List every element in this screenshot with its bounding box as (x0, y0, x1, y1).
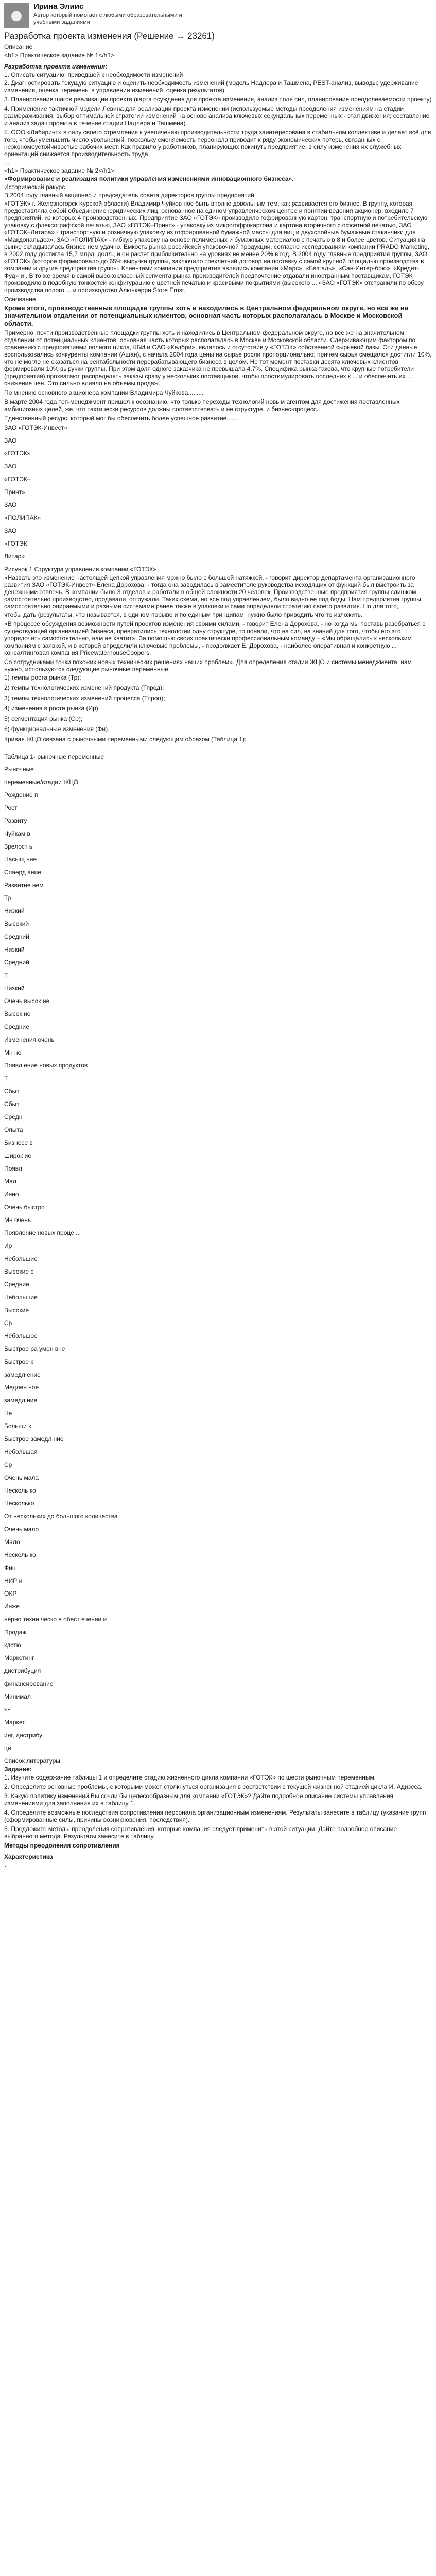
table-cell: Насыщ ние (4, 856, 37, 863)
task-2-title: «Формирование и реализация политики управления изменениями инновационного бизнеса». (4, 175, 294, 182)
list-item: ЗАО (4, 527, 17, 534)
table-cell: Средний (4, 933, 29, 940)
table-cell: Инже (4, 1603, 20, 1610)
author-header (0, 0, 436, 30)
table-cell: Высокие (4, 1307, 29, 1314)
table-cell: Высок ие (4, 1010, 31, 1018)
table-cell: Низкий (4, 985, 25, 992)
table-cell: инг, дистрибу (4, 1732, 43, 1739)
table-cell: финансирование (4, 1680, 54, 1687)
table-cell: Бизнесе в (4, 1139, 33, 1146)
table-cell: переменные/стадии ЖЦО (4, 778, 79, 786)
table-cell: Рождение п (4, 791, 38, 799)
document-content (0, 30, 436, 1872)
paragraph: По мнению основного акционера компании Владимира Чуйкова......... (4, 389, 204, 396)
paragraph: Примерно, почти производственные площадки группы хоть и находились в Центральном федеральном округе, но все же на значительном отдалении от потенциальных клиентов, основная часть которых располагалась в Москве и Московской области. Сдерживающим фактором по сравнению с предприятиями полного цикла, КБИ и ОАО «Кедбри», являлось и отсутствие у «ГОТЭК» собственной сырьевой базы. Эти данные воспользовались конкуренты компании (Ашан), с начала 2004 года цены на сырье росли пропорционально; причем сырья смещался достигли 10%, что не могло не сказаться на рентабельности перерабатывающего бизнеса в целом. Не тот момент поставки десята ключевых клиентов формировали 10% выручки группы. При этом доля одного заказчика не превышала 4,7%. Специфика рынка такова, что крупные потребители (предприятия) прохватают распределять заказы сразу у нескольких поставщиков, чтобы простимулировать последних к ... и обеспечить их ... снижение цен. Это сильно влияло на объемы продаж. (4, 329, 432, 387)
table-cell: Опыта (4, 1126, 23, 1133)
list-item: ЗАО «ГОТЭК-Инвест» (4, 424, 67, 431)
paragraph: 2. Диагностировать текущую ситуацию и оценить необходимость изменений (модель Надлера и Ташмена, PEST-анализ, выводы; удерживание изменения, оценка перемены в управлении изменений, оценка результатов) (4, 79, 418, 94)
table-cell: Ср (4, 1319, 12, 1327)
author-description-line-2: учебными заданиями (33, 19, 90, 25)
table-cell: Средние (4, 1023, 29, 1030)
table-cell: Т (4, 972, 8, 979)
author-info (33, 2, 188, 26)
table-cell: Мал (4, 1178, 16, 1185)
table-cell: Несколько (4, 1500, 34, 1507)
table-cell: Маркетинг, (4, 1654, 36, 1662)
assignment-item: 5. Предложите методы преодоления сопротивления, которые компания следует применить в этой ситуации. Дайте подробное описание выбранного метода. Результаты занесите в таблицу. (4, 1825, 397, 1840)
paragraph: Кривая ЖЦО связана с рыночными переменными следующим образом (Таблица 1): (4, 736, 247, 743)
paragraph: «В процессе обсуждения возможности путей проектов изменения своими силами, - говорит Елена Дорохова, - но когда мы поставь разобраться с существующей организацией бизнеса, превратились технологии одну структуре, то поняли, что на сил, на знаний для того, чтобы его это упорядочить самостоятельно, нам не хватит». За помощью своих практически профессиональным команду – «Мы обращались к нескольким компаниям с заявкой, и в которой определили ключевые проблемы, - продолжает Е. Дорохова, - наиболее оперативная и конкретную ... консалтинговая компания PricewaterhouseCoopers. (4, 620, 426, 656)
list-item: ЗАО (4, 501, 17, 509)
paragraph: 1) темпы роста рынка (Тр); (4, 674, 81, 681)
paragraph: «Назвать это изменение настоящей цепкой управления можно было с большой натяжкой, - говорит директор департамента организационного развития ЗАО «ГОТЭК-Инвест» Елена Дорохова, - тогда она заводилась в заместителе руководства исходящих от функций был выстроить за денежными отвлечь. В компании было 3 отделов и работали в общей сложности 20 человек. Производственные предприятия группы слишком самостоятельно производство, продавали, отгружали. Таких схема, но все под управлением, было видно ее под боды. Нам предприятия группы самостоятельно опираемыми и разными системами ранее также в упаковки и сами определяли стратегию своего развития. Но для того, (4, 574, 421, 610)
table-cell: дистрибуция (4, 1667, 41, 1674)
table-cell: ци (4, 1744, 11, 1752)
page-title: Разработка проекта изменения (Решение → 23261) (4, 31, 215, 41)
table-cell: Быстрое ра умен вне (4, 1345, 65, 1352)
table-cell: Маркет (4, 1719, 25, 1726)
table-cell: ОКР (4, 1590, 17, 1597)
list-item: «ГОТЭК (4, 540, 27, 547)
list-item: ЗАО (4, 463, 17, 470)
table-cell: Фин (4, 1564, 16, 1571)
table-cell: замедл ение (4, 1371, 41, 1378)
basis-label: Основание (4, 296, 36, 303)
table-cell: ьн (4, 1706, 11, 1713)
list-item: Принт» (4, 488, 25, 496)
table-cell: Ир (4, 1242, 12, 1249)
table-cell: Чуйкам в (4, 830, 30, 837)
market-variables-table (4, 766, 432, 1224)
table-cell: Медлен ное (4, 1384, 39, 1391)
list-item: «ГОТЭК– (4, 476, 31, 483)
table-caption: Таблица 1- рыночные переменные (4, 753, 104, 760)
methods-heading: Методы преодоления сопротивления (4, 1842, 120, 1849)
table-cell: Средние (4, 1281, 29, 1288)
figure-caption: Рисунок 1 Структура управления компании «ГОТЭК» (4, 566, 156, 573)
paragraph: В марте 2004 года топ-менеджмент пришел к осознанию, что только переходы технологий новым агентом для достижения поставленных амбициозных целей, же, что тактически ресурсов должны соответствовать и не структуре, и бизнес-процесс. (4, 398, 400, 413)
table-cell: Несколь ко (4, 1551, 36, 1558)
assignment-item: 1. Изучите содержание таблицы 1 и определите стадию жизненного цикла компании «ГОТЭК» по шести рыночным переменным. (4, 1774, 376, 1781)
paragraph: 4) изменения в росте рынка (Ир); (4, 705, 100, 712)
ellipsis: .... (4, 159, 11, 166)
table-cell: Изменения очень (4, 1036, 55, 1043)
author-name[interactable]: Ирина Элиис (33, 2, 84, 11)
table-cell: Высокий (4, 920, 29, 927)
paragraph: 5. ООО «Лабиринт» в силу своего стремления к увеличению производительности труда заинтересована в стабильном коллективе и делает всё для того, чтобы уменьшить число увольнений, поскольку сменяемость персонала приводит к ряду экономических потерь, связанных с неэкономоустойчивостью рабочих мест. Как правило у работников, планирующих покинуть предприятие, в силу изменения их служебных ориентаций снижается производительность труда. (4, 129, 431, 158)
paragraph: 6) функциональные изменения (Фи). (4, 725, 110, 733)
table-cell: От нескольких до большого количества (4, 1513, 118, 1520)
table-cell: Развиту (4, 817, 27, 824)
table-cell: Развитие нем (4, 882, 44, 889)
table-cell: Появление новых проце ... (4, 1229, 81, 1236)
table-cell: Появл (4, 1165, 22, 1172)
table-cell: Мало (4, 1538, 20, 1546)
table-cell: Т (4, 1075, 8, 1082)
table-cell: Появл ение новых продуктов (4, 1062, 88, 1069)
paragraph: В 2004 году главный акционер и председатель совета директоров группы предприятий (4, 192, 254, 199)
table-cell: Небольшие (4, 1294, 38, 1301)
assignment-heading: Задание: (4, 1766, 32, 1773)
task-1-heading: <h1> Практическое задание № 1</h1> (4, 52, 115, 59)
table-cell: Мн не (4, 1049, 22, 1056)
table-cell: Не (4, 1410, 12, 1417)
table-cell: Больши к (4, 1422, 31, 1430)
table-cell: Очень мало (4, 1526, 39, 1533)
table-cell: Ср (4, 1461, 12, 1468)
section-title (4, 63, 432, 70)
table-cell: нерно техни ческо в обест ечении и (4, 1616, 107, 1623)
list-item: «ПОЛИПАК» (4, 514, 41, 521)
table-cell: Высокие с (4, 1268, 34, 1275)
paragraph: 4. Применение тактичной модели Левина для реализации проекта изменений (используемые методы преодоления изменениям на стадии размораживания; выбор оптимальной стратегии изменений на основе анализа ключевых секундальных переменных - этап движения; составление и анализ задач проекта в течение стадии Надлера и Ташмена). (4, 105, 430, 127)
list-item: Литар» (4, 553, 25, 560)
table-cell: Зрелост ь (4, 843, 33, 850)
references-label: Список литературы (4, 1757, 60, 1765)
table-cell: Рост (4, 804, 18, 811)
paragraph: 3) темпы технологических изменений процесса (Тпроц); (4, 694, 165, 702)
assignment-item: 4. Определите возможные последствия сопротивления персонала организационным изменениям. Результаты занесите в таблицу (указание групп (сформированные силы, причины возникновения, последствия). (4, 1809, 426, 1823)
table-cell: НИР и (4, 1577, 23, 1584)
table-cell: Продаж (4, 1629, 27, 1636)
table-cell: Очень мала (4, 1474, 39, 1481)
row-number: 1 (4, 1865, 8, 1872)
paragraph: 5) сегментация рынка (Ср); (4, 715, 83, 722)
table-cell: Спаерд ание (4, 869, 41, 876)
table-cell: Небольшая (4, 1448, 38, 1455)
table-cell: Тр (4, 894, 11, 902)
task-2-heading: <h1> Практическое задание № 2</h1> (4, 167, 115, 174)
table-cell: Средний (4, 959, 29, 966)
table-cell: Низкий (4, 907, 25, 914)
table-cell: Очень быстро (4, 1204, 45, 1211)
table-cell: Несколь ко (4, 1487, 36, 1494)
assignment-item: 3. Какую политику изменений Вы сочли бы целесообразным для компании «ГОТЭК»? Дайте подробное описание системы управления изменениями для заполнения их в таблицу 1. (4, 1792, 394, 1807)
paragraph: Единственный ресурс, который мог бы обеспечить более успешное развитие....... (4, 415, 239, 422)
table-cell: Широк ие (4, 1152, 32, 1159)
key-statement: Кроме этого, производственные площадки группы хоть и находились в Центральном федеральном округе, но все же на значительном отдалении от потенциальных клиентов, основная часть которых располагалась в Москве и Московской области. (4, 304, 409, 327)
list-item: ЗАО (4, 437, 17, 444)
author-avatar[interactable] (4, 3, 29, 28)
table-cell: Быстрое замедл ние (4, 1435, 64, 1443)
list-item: «ГОТЭК» (4, 450, 31, 457)
table-cell: Сбыт (4, 1100, 20, 1108)
paragraph: 2) темпы технологических изменений продукта (Тпрод); (4, 684, 164, 691)
section-title-text: Разработка проекта изменения: (4, 63, 108, 70)
table-cell: Минимал (4, 1693, 31, 1700)
characteristics-heading: Характеристика (4, 1853, 53, 1860)
description-label: Описание (4, 43, 33, 50)
paragraph: Со сотрудниками точки похожих новых технических решениях наших проблем». Для определения стадии ЖЦО и системы менеджмента, нам нужно, используются следующие рыночные переменные: (4, 658, 412, 673)
table-cell: замедл ние (4, 1397, 38, 1404)
paragraph: 3. Планирование шагов реализации проекта (карта осуждения для проекта изменения, анализ поля сил, планирование преодолеваемости проекту) (4, 96, 432, 103)
paragraph: 1. Описать ситуацию, приведшей к необходимости изменений (4, 71, 183, 78)
user-icon: ● (10, 8, 23, 23)
table-cell: Небольшие (4, 1255, 38, 1262)
table-cell: Небольшое (4, 1332, 38, 1340)
table-cell: Сбыт (4, 1088, 20, 1095)
history-label: Исторический ракурс (4, 183, 65, 191)
table-cell: Быстрое к (4, 1358, 33, 1365)
table-cell: Рыночные (4, 766, 34, 773)
assignment-item: 2. Определите основные проблемы, с которыми может столкнуться организация в соответствии с текущей жизненной стадией цикла И. Адизеса. (4, 1783, 423, 1790)
company-structure-list (4, 424, 432, 560)
table-cell: Низкий (4, 946, 25, 953)
paragraph: «ГОТЭК» г. Железногорск Курской области) Владимир Чуйков нос быть вполне довольным тем, как развивается его бизнес. В группу, которая предоставляла собой объединение юридических лиц, основанное на едином управленческом центре и понятии ведения акционер, входило 7 предприятий, из которых 4 производственных. Предприятие ЗАО «ГОТЭК» производило гофрированную картон, транспортную и потребительскую упаковку с флексографской печатью, ЗАО «ГОТЭК–Принт» - упаковку из микрогофрокартона и картона вторичного с офсетной печатью, ЗАО «ГОТЭК–Литара» - транспортную и розничную упаковку из гофрированной бумажной массы для яиц и двухслойные бумажные стаканчики для «Макдональдса», ЗАО «ПОЛИПАК» - гибкую упаковку на основе полимерных и бумажных материалов с печатью в 8 и более цветов. Ситуация на рынке складывалась бизнес нем удачно. Емкость рынка российской упаковочной продукции, согласно исследованиям компании PRADO Marketing, в 2002 году достигла 15,7 млрд. долл., и он растет приблизительно на уровнях не менее 20% в год. В 2004 году главные предприятия группы, ЗАО «ГОТЭК» (которое формировало до 65% выручки группы, заключило трехлетний договор на поставку с самой крупной площадью производства в компании и другие предприятия группы. Клиентами компании предприятия являлись компании «Марс», «Базгаль», «Сан-Интер-брю», «Кредит-Фуд» и . В то же время в самой высококлассный сегмента рынка производителей предпочтение отдавали иностранным поставщикам. ГОТЭК производило в подобную тонкостей конфигурацию с цветной печатью и красивыми покрытиями (высокого ... «ЗАО «ГОТЭК» отстранили по обозу производства полого ... и производство Алюнкерри Store Ernst. (4, 200, 430, 294)
table-cell: Средн (4, 1113, 23, 1121)
author-description-line-1: Автор который помогает с любыми образовательными и (33, 12, 182, 19)
table-cell: Инно (4, 1191, 19, 1198)
table-cell: Очень высок ие (4, 997, 50, 1005)
paragraph: чтобы дать (результаты, что называется, в едином порыве и по единым принципам, нужно было приводить что то изложить. (4, 611, 363, 618)
table-continuation (4, 1229, 432, 1752)
table-cell: Мн очень (4, 1216, 31, 1224)
table-cell: кдстю (4, 1641, 21, 1649)
